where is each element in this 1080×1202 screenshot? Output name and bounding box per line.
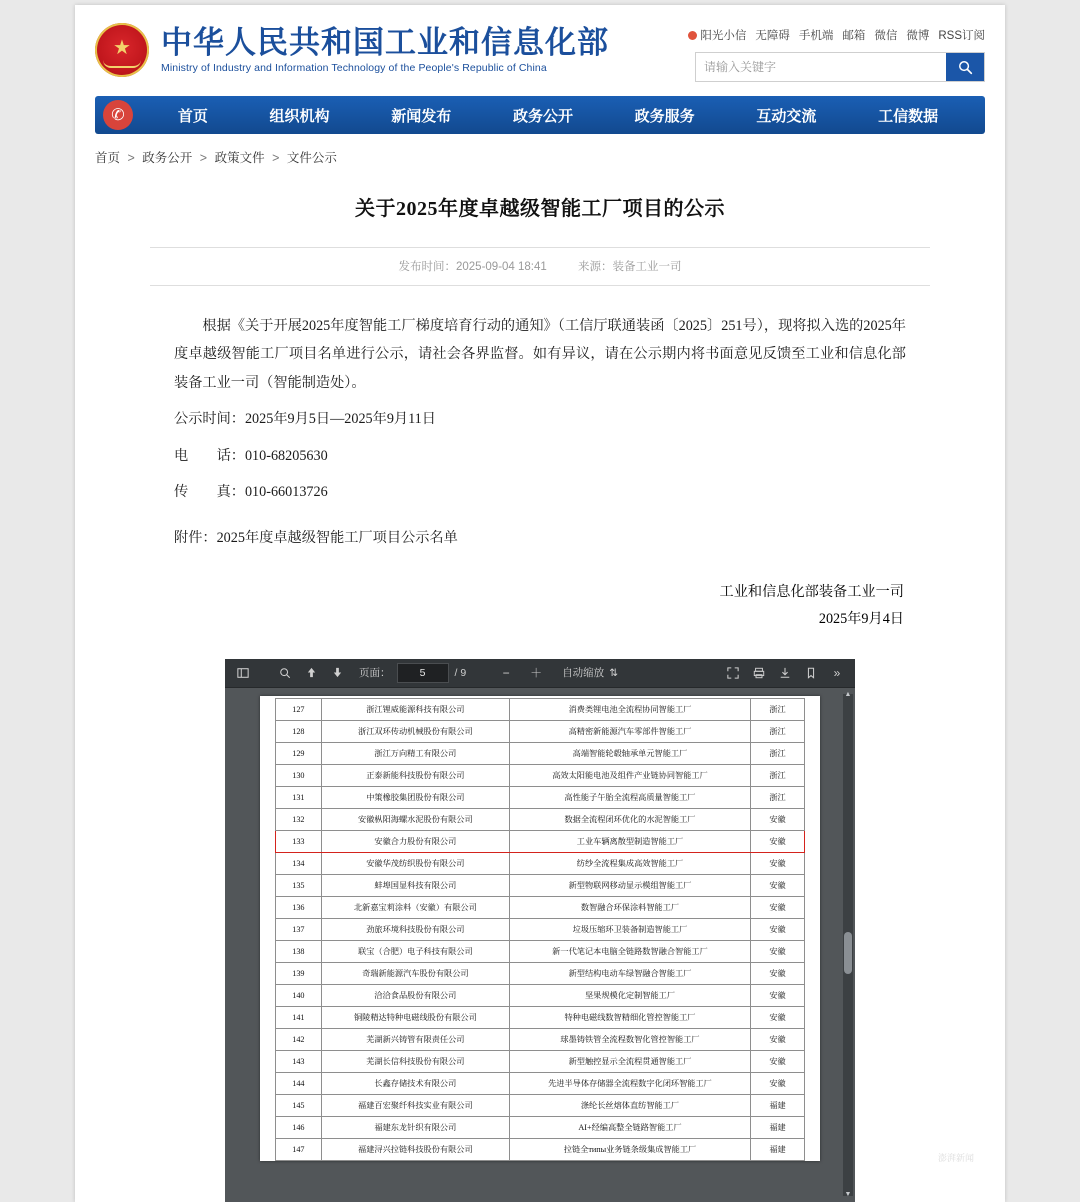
table-row (276, 764, 805, 786)
zoom-controls (496, 663, 546, 683)
breadcrumb-item-govopen[interactable]: 政务公开 (142, 151, 193, 165)
cell-project: 纺纱全流程集成高效智能工厂 (509, 852, 750, 874)
cell-company: 奇瑞新能源汽车股份有限公司 (321, 962, 509, 984)
cell-province: 福建 (751, 1138, 805, 1160)
cell-index: 147 (276, 1138, 322, 1160)
breadcrumb-item-policy[interactable]: 政策文件 (214, 151, 265, 165)
cell-index: 137 (276, 918, 322, 940)
cell-index: 130 (276, 764, 322, 786)
scroll-down-arrow-icon[interactable]: ▼ (844, 1191, 852, 1199)
cell-project: 涤纶长丝熔体直纺智能工厂 (509, 1094, 750, 1116)
cell-company: 中策橡胶集团股份有限公司 (321, 786, 509, 808)
site-title-en: Ministry of Industry and Information Technology of the People's Republic of China (161, 62, 547, 75)
signature-org: 工业和信息化部装备工业一司 (719, 583, 904, 600)
zoom-mode-label: 自动缩放 (562, 667, 605, 680)
table-row (276, 940, 805, 962)
cell-company: 芜湖长信科技股份有限公司 (321, 1050, 509, 1072)
nav-item-organization[interactable]: 组织机构 (269, 107, 330, 125)
cell-index: 141 (276, 1006, 322, 1028)
cell-province: 浙江 (751, 720, 805, 742)
top-link-mobile[interactable]: 手机端 (798, 30, 834, 42)
page-label: 页面： (359, 667, 391, 680)
article-meta (150, 247, 930, 286)
attachment-line[interactable]: 附件：2025年度卓越级智能工厂项目公示名单 (174, 530, 458, 547)
cell-province: 福建 (751, 1116, 805, 1138)
page-up-icon[interactable] (301, 663, 321, 683)
nav-item-interaction[interactable]: 互动交流 (756, 107, 817, 125)
cell-index: 135 (276, 874, 322, 896)
breadcrumb-item-notice[interactable]: 文件公示 (286, 151, 337, 165)
cell-index: 142 (276, 1028, 322, 1050)
nav-item-news[interactable]: 新闻发布 (391, 107, 452, 125)
cell-project: 高精密新能源汽车零部件智能工厂 (509, 720, 750, 742)
cell-company: 安徽枞阳海螺水泥股份有限公司 (321, 808, 509, 830)
cell-index: 145 (276, 1094, 322, 1116)
cell-project: 球墨铸铁管全流程数智化管控智能工厂 (509, 1028, 750, 1050)
cell-project: 特种电磁线数智精细化管控智能工厂 (509, 1006, 750, 1028)
cell-province: 安徽 (751, 984, 805, 1006)
cell-province: 安徽 (751, 1072, 805, 1094)
cell-company: 福建浔兴拉链科技股份有限公司 (321, 1138, 509, 1160)
cell-company: 劲旅环境科技股份有限公司 (321, 918, 509, 940)
cell-company: 蚌埠国显科技有限公司 (321, 874, 509, 896)
cell-company: 正泰新能科技股份有限公司 (321, 764, 509, 786)
cell-province: 安徽 (751, 808, 805, 830)
cell-index: 128 (276, 720, 322, 742)
table-row (276, 1094, 805, 1116)
cell-project: 拉链全типы业务链条级集成智能工厂 (509, 1138, 750, 1160)
cell-province: 浙江 (751, 698, 805, 720)
breadcrumb (95, 148, 985, 166)
ministry-logo-icon[interactable]: ✆ (103, 100, 133, 130)
cell-company: 安徽合力股份有限公司 (321, 830, 509, 852)
table-row-highlighted (276, 830, 805, 852)
cell-company: 浙江万向精工有限公司 (321, 742, 509, 764)
watermark: 澎湃新闻 (921, 1134, 991, 1184)
table-row (276, 874, 805, 896)
cell-province: 安徽 (751, 874, 805, 896)
top-link-weibo[interactable]: 微博 (906, 30, 930, 42)
cell-province: 安徽 (751, 896, 805, 918)
cell-index: 132 (276, 808, 322, 830)
signature-date: 2025年9月4日 (818, 610, 904, 627)
cell-province: 安徽 (751, 852, 805, 874)
cell-project: 新型结构电动车绿智融合智能工厂 (509, 962, 750, 984)
cell-company: 联宝（合肥）电子科技有限公司 (321, 940, 509, 962)
article-signature (150, 579, 930, 633)
cell-project: 新一代笔记本电脑全链路数智融合智能工厂 (509, 940, 750, 962)
nav-item-data[interactable]: 工信数据 (878, 107, 939, 125)
cell-index: 136 (276, 896, 322, 918)
cell-province: 安徽 (751, 918, 805, 940)
nav-items (147, 105, 985, 126)
search-bar (695, 52, 985, 82)
table-row (276, 1006, 805, 1028)
page-title: 关于2025年度卓越级智能工厂项目的公示 (355, 198, 725, 220)
search-icon[interactable] (275, 663, 295, 683)
national-emblem-icon (95, 23, 149, 77)
sunshine-dot-icon (688, 31, 697, 40)
cell-index: 144 (276, 1072, 322, 1094)
cell-project: 消费类锂电池全流程协同智能工厂 (509, 698, 750, 720)
nav-item-home[interactable]: 首页 (177, 107, 208, 125)
cell-province: 安徽 (751, 962, 805, 984)
nav-item-govservice[interactable]: 政务服务 (634, 107, 695, 125)
cell-province: 浙江 (751, 786, 805, 808)
table-row (276, 1028, 805, 1050)
top-link-sunshine[interactable]: 阳光小信 (688, 27, 746, 43)
breadcrumb-item-home[interactable]: 首页 (95, 151, 121, 165)
cell-province: 安徽 (751, 1006, 805, 1028)
article-paragraph: 根据《关于开展2025年度智能工厂梯度培育行动的通知》（工信厅联通装函〔2025〕251号），现将拟入选的2025年度卓越级智能工厂项目名单进行公示，请社会各界监督。如有异议，请在公示期内将书面意见反馈至工业和信息化部装备工业一司（智能制造处）。 (174, 318, 906, 391)
cell-project: 先进半导体存储器全流程数字化闭环智能工厂 (509, 1072, 750, 1094)
content-sheet (75, 5, 1005, 1202)
notice-period: 公示时间：2025年9月5日—2025年9月11日 (174, 411, 436, 428)
cell-index: 131 (276, 786, 322, 808)
header-right (695, 23, 985, 82)
cell-province: 安徽 (751, 940, 805, 962)
table-row (276, 984, 805, 1006)
page-number-input[interactable] (397, 663, 449, 683)
table-row (276, 896, 805, 918)
cell-company: 安徽华茂纺织股份有限公司 (321, 852, 509, 874)
scrollbar-thumb[interactable] (844, 932, 852, 974)
article-body (150, 312, 930, 553)
nav-item-govopen[interactable]: 政务公开 (512, 107, 573, 125)
site-brand[interactable] (95, 23, 609, 77)
bookmark-icon[interactable] (801, 663, 821, 683)
cell-project: 数智融合环保涂料智能工厂 (509, 896, 750, 918)
cell-province: 安徽 (751, 1028, 805, 1050)
cell-province: 浙江 (751, 764, 805, 786)
cell-project: 新型物联网移动显示模组智能工厂 (509, 874, 750, 896)
breadcrumb-separator: > (272, 151, 280, 165)
top-link-rss[interactable]: RSS订阅 (938, 30, 985, 42)
page-total: / 9 (454, 666, 467, 679)
cell-project: 垃圾压缩环卫装备制造智能工厂 (509, 918, 750, 940)
article-source: 来源：装备工业一司 (578, 261, 682, 273)
cell-province: 安徽 (751, 830, 805, 852)
cell-index: 129 (276, 742, 322, 764)
top-link-accessibility[interactable]: 无障碍 (755, 30, 790, 42)
cell-company: 浙江锂威能源科技有限公司 (321, 698, 509, 720)
top-links (695, 27, 985, 43)
cell-index: 140 (276, 984, 322, 1006)
cell-project: AI+经编高整全链路智能工厂 (509, 1116, 750, 1138)
page-down-icon[interactable] (327, 663, 347, 683)
scroll-up-arrow-icon[interactable]: ▲ (844, 691, 852, 699)
cell-company: 福建百宏聚纤科技实业有限公司 (321, 1094, 509, 1116)
cell-project: 高效太阳能电池及组件产业链协同智能工厂 (509, 764, 750, 786)
table-row (276, 852, 805, 874)
cell-index: 127 (276, 698, 322, 720)
breadcrumb-separator: > (127, 151, 135, 165)
cell-index: 134 (276, 852, 322, 874)
download-icon[interactable] (775, 663, 795, 683)
pdf-toolbar (225, 659, 855, 688)
cell-province: 安徽 (751, 1050, 805, 1072)
cell-project: 高性能子午胎全流程高质量智能工厂 (509, 786, 750, 808)
table-row (276, 786, 805, 808)
cell-company: 洽洽食品股份有限公司 (321, 984, 509, 1006)
cell-index: 146 (276, 1116, 322, 1138)
search-button[interactable] (946, 53, 984, 81)
article (150, 192, 930, 633)
fullscreen-icon[interactable] (723, 663, 743, 683)
top-link-mail[interactable]: 邮箱 (842, 30, 866, 42)
cell-index: 133 (276, 830, 322, 852)
table-row (276, 742, 805, 764)
pdf-scrollbar[interactable] (843, 691, 853, 1199)
top-link-wechat[interactable]: 微信 (874, 30, 898, 42)
cell-project: 数据全流程闭环优化的水泥智能工厂 (509, 808, 750, 830)
table-row (276, 808, 805, 830)
zoom-mode-select[interactable] (562, 665, 618, 680)
pdf-viewer (225, 659, 855, 1202)
cell-company: 芜湖新兴铸管有限责任公司 (321, 1028, 509, 1050)
main-nav (95, 96, 985, 134)
table-row (276, 698, 805, 720)
double-chevron-right-icon[interactable]: » (833, 665, 841, 680)
cell-project: 新型触控显示全流程贯通智能工厂 (509, 1050, 750, 1072)
cell-province: 福建 (751, 1094, 805, 1116)
cell-company: 福建东龙针织有限公司 (321, 1116, 509, 1138)
table-row (276, 720, 805, 742)
notice-phone: 电 话：010-68205630 (174, 447, 328, 464)
pdf-page (260, 696, 820, 1161)
table-row (276, 1116, 805, 1138)
table-row (276, 1138, 805, 1160)
table-row (276, 962, 805, 984)
site-title-cn: 中华人民共和国工业和信息化部 (161, 24, 609, 60)
cell-project: 高端智能轮毂轴承单元智能工厂 (509, 742, 750, 764)
search-input[interactable] (696, 53, 946, 81)
cell-index: 139 (276, 962, 322, 984)
print-icon[interactable] (749, 663, 769, 683)
zoom-in-icon[interactable]: ＋ (530, 666, 543, 681)
cell-province: 浙江 (751, 742, 805, 764)
site-title-block (161, 26, 609, 75)
sidebar-toggle-icon[interactable] (233, 663, 253, 683)
search-icon (958, 60, 973, 75)
table-row (276, 1072, 805, 1094)
table-row (276, 918, 805, 940)
cell-company: 长鑫存储技术有限公司 (321, 1072, 509, 1094)
factory-list-table (275, 698, 805, 1161)
cell-index: 143 (276, 1050, 322, 1072)
cell-company: 浙江双环传动机械股份有限公司 (321, 720, 509, 742)
cell-index: 138 (276, 940, 322, 962)
notice-fax: 传 真：010-66013726 (174, 484, 328, 501)
pdf-page-area[interactable] (225, 688, 855, 1202)
zoom-out-icon[interactable]: − (502, 665, 510, 680)
breadcrumb-separator: > (199, 151, 208, 165)
table-row (276, 1050, 805, 1072)
cell-project: 工业车辆离散型制造智能工厂 (509, 830, 750, 852)
cell-company: 北新嘉宝莉涂料（安徽）有限公司 (321, 896, 509, 918)
cell-company: 铜陵精达特种电磁线股份有限公司 (321, 1006, 509, 1028)
table-body (276, 698, 805, 1160)
chevron-updown-icon: ⇅ (609, 666, 618, 679)
cell-project: 坚果规模化定制智能工厂 (509, 984, 750, 1006)
site-masthead (75, 5, 1005, 92)
publish-time: 发布时间：2025-09-04 18:41 (398, 261, 547, 273)
